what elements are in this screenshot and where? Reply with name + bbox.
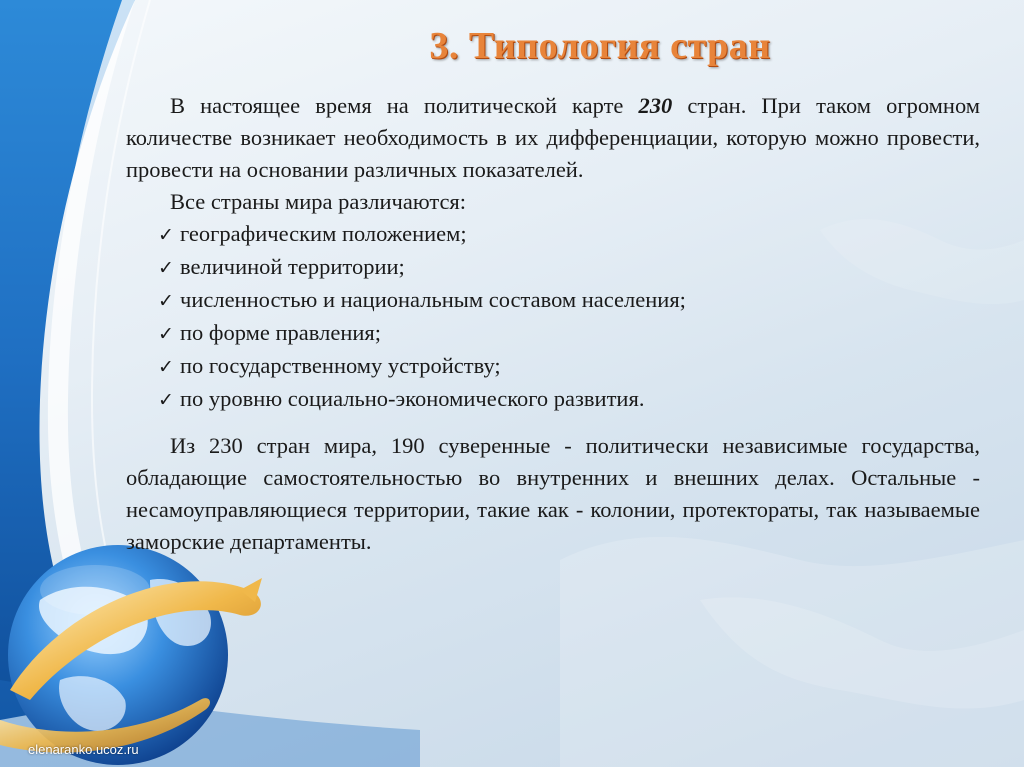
slide-title: 3. Типология стран: [429, 25, 771, 67]
list-item-text: по форме правления;: [180, 320, 382, 345]
footer-site-url: elenaranko.ucoz.ru: [28, 742, 139, 757]
check-icon: ✓: [158, 224, 174, 246]
check-icon: ✓: [158, 290, 174, 312]
list-item: [158, 383, 980, 416]
list-item-text: географическим положением;: [180, 221, 467, 246]
check-icon: ✓: [158, 356, 174, 378]
check-icon: ✓: [158, 257, 174, 279]
intro-text-end: стран. При таком огромном количестве возникает необходимость в их дифференциации, которую можно провести, провести на основании различных показателей.: [126, 93, 980, 182]
list-item-text: численностью и национальным составом населения;: [180, 287, 686, 312]
intro-text-start: В настоящее время на политической карте: [170, 93, 639, 118]
list-item-text: по уровню социально-экономического развития.: [180, 386, 645, 411]
list-item: [158, 218, 980, 251]
check-icon: ✓: [158, 323, 174, 345]
check-icon: ✓: [158, 389, 174, 411]
list-item: [158, 350, 980, 383]
criteria-list: [126, 218, 980, 416]
list-item-text: величиной территории;: [180, 254, 405, 279]
list-intro: Все страны мира различаются:: [170, 189, 467, 214]
conclusion-paragraph: Из 230 стран мира, 190 суверенные - политически независимые государства, обладающие самостоятельностью во внутренних и внешних делах. Остальные - несамоуправляющиеся территории, такие как - колонии, протектораты, так называемые заморские департаменты.: [126, 433, 980, 554]
countries-count: 230: [638, 93, 673, 118]
list-item: [158, 317, 980, 350]
list-item: [158, 284, 980, 317]
list-item: [158, 251, 980, 284]
list-item-text: по государственному устройству;: [180, 353, 501, 378]
intro-paragraph: [126, 90, 980, 186]
slide-content: [126, 90, 980, 558]
